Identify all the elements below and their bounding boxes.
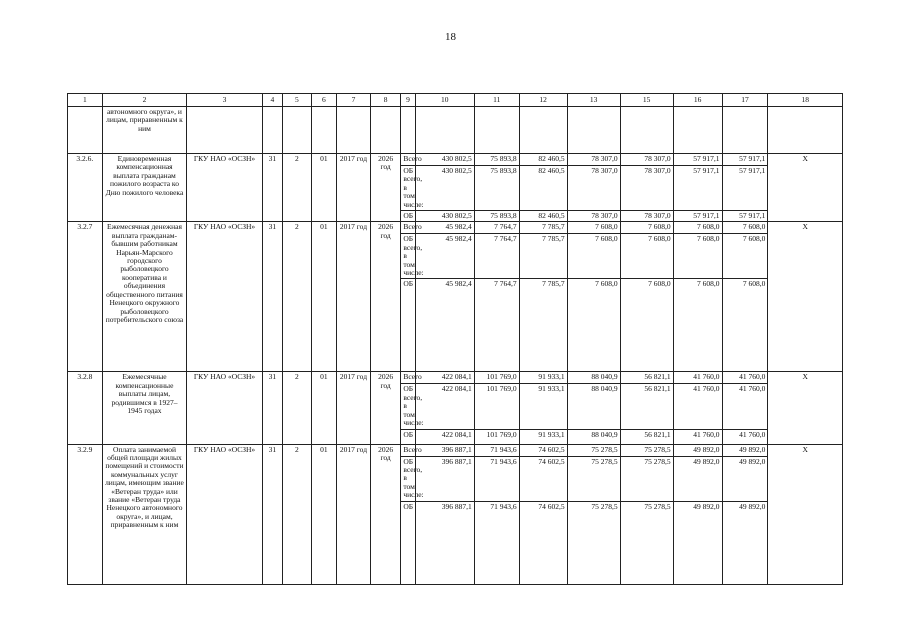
column-header: 7 — [337, 94, 371, 107]
amount-cell: 49 892,0 — [722, 456, 768, 501]
amount-cell: 41 760,0 — [722, 372, 768, 384]
amount-cell: 7 608,0 — [673, 279, 722, 372]
amount-cell: 7 608,0 — [620, 222, 673, 234]
empty-cell — [474, 107, 519, 154]
column-header: 12 — [519, 94, 567, 107]
empty-cell — [567, 107, 620, 154]
table-row — [68, 154, 843, 166]
amount-cell: 49 892,0 — [673, 444, 722, 456]
source-label: ОБ — [401, 211, 415, 222]
amount-cell: 7 764,7 — [474, 234, 519, 279]
continuation-row — [68, 107, 843, 154]
item-name: Единовременная компенсационная выплата гражданам пожилого возраста ко Дню пожилого человека — [102, 154, 187, 222]
end-year: 2026 год — [370, 444, 401, 584]
empty-cell — [415, 107, 474, 154]
amount-cell: 71 943,6 — [474, 456, 519, 501]
column-header: 2 — [102, 94, 187, 107]
source-label: ОБ — [401, 429, 415, 444]
source-label: Всего — [401, 444, 415, 456]
item-code: 3.2.6. — [68, 154, 103, 222]
header-row — [68, 94, 843, 107]
budget-table — [67, 93, 843, 585]
column-header: 1 — [68, 94, 103, 107]
amount-cell: 430 802,5 — [415, 154, 474, 166]
program-name: автономного округа», и лицам, приравненным к ним — [102, 107, 187, 154]
code-5: 2 — [283, 444, 312, 584]
code-4: 31 — [262, 222, 282, 372]
item-name: Ежемесячные компенсационные выплаты лицам, родившимся в 1927–1945 годах — [102, 372, 187, 444]
source-label: Всего — [401, 154, 415, 166]
source-label: ОБ — [401, 279, 415, 372]
amount-cell: 88 040,9 — [567, 372, 620, 384]
amount-cell: 75 893,8 — [474, 166, 519, 211]
amount-cell: 56 821,1 — [620, 429, 673, 444]
source-label: ОБ всего, в том числе: — [401, 166, 415, 211]
empty-cell — [401, 107, 415, 154]
amount-cell: 430 802,5 — [415, 211, 474, 222]
amount-cell: 7 608,0 — [567, 222, 620, 234]
source-label: Всего — [401, 222, 415, 234]
code-6: 01 — [311, 444, 336, 584]
column-header: 15 — [620, 94, 673, 107]
empty-cell — [722, 107, 768, 154]
amount-cell: 71 943,6 — [474, 444, 519, 456]
source-label: ОБ всего, в том числе: — [401, 384, 415, 429]
amount-cell: 422 084,1 — [415, 372, 474, 384]
item-code: 3.2.7 — [68, 222, 103, 372]
end-year: 2026 год — [370, 372, 401, 444]
amount-cell: 422 084,1 — [415, 384, 474, 429]
amount-cell: 91 933,1 — [519, 384, 567, 429]
column-header: 9 — [401, 94, 415, 107]
amount-cell: 57 917,1 — [722, 211, 768, 222]
empty-cell — [370, 107, 401, 154]
amount-cell: 41 760,0 — [673, 384, 722, 429]
amount-cell: 56 821,1 — [620, 372, 673, 384]
empty-cell — [262, 107, 282, 154]
amount-cell: 75 278,5 — [620, 444, 673, 456]
amount-cell: 7 608,0 — [722, 222, 768, 234]
responsible-org: ГКУ НАО «ОСЗН» — [187, 222, 262, 372]
amount-cell: 7 785,7 — [519, 279, 567, 372]
table-row — [68, 372, 843, 384]
column-header: 18 — [768, 94, 843, 107]
column-header: 11 — [474, 94, 519, 107]
amount-cell: 41 760,0 — [673, 429, 722, 444]
amount-cell: 82 460,5 — [519, 166, 567, 211]
amount-cell: 75 278,5 — [620, 501, 673, 584]
item-name: Оплата занимаемой общей площади жилых помещений и стоимости коммунальных услуг лицам, имеющим звание «Ветеран труда» или звание «Ветеран труда Ненецкого автономного округа», и лицам, приравненным к ним — [102, 444, 187, 584]
amount-cell: 74 602,5 — [519, 456, 567, 501]
column-header: 8 — [370, 94, 401, 107]
responsible-org: ГКУ НАО «ОСЗН» — [187, 372, 262, 444]
code-4: 31 — [262, 444, 282, 584]
amount-cell: 57 917,1 — [673, 166, 722, 211]
amount-cell: 7 608,0 — [620, 234, 673, 279]
empty-cell — [620, 107, 673, 154]
amount-cell: 49 892,0 — [673, 456, 722, 501]
amount-cell: 57 917,1 — [722, 166, 768, 211]
amount-cell: 101 769,0 — [474, 384, 519, 429]
amount-cell: 7 764,7 — [474, 222, 519, 234]
amount-cell: 82 460,5 — [519, 154, 567, 166]
empty-cell — [68, 107, 103, 154]
page-number: 18 — [445, 31, 456, 43]
table-row — [68, 222, 843, 234]
amount-cell: 101 769,0 — [474, 429, 519, 444]
amount-cell: 7 764,7 — [474, 279, 519, 372]
responsible-org: ГКУ НАО «ОСЗН» — [187, 444, 262, 584]
code-4: 31 — [262, 154, 282, 222]
amount-cell: 57 917,1 — [673, 154, 722, 166]
amount-cell: 41 760,0 — [722, 384, 768, 429]
amount-cell: 49 892,0 — [722, 444, 768, 456]
start-year: 2017 год — [337, 154, 371, 222]
item-code: 3.2.8 — [68, 372, 103, 444]
amount-cell: 7 608,0 — [673, 234, 722, 279]
code-4: 31 — [262, 372, 282, 444]
responsible-org: ГКУ НАО «ОСЗН» — [187, 154, 262, 222]
amount-cell: 430 802,5 — [415, 166, 474, 211]
source-label: ОБ — [401, 501, 415, 584]
amount-cell: 75 893,8 — [474, 211, 519, 222]
code-5: 2 — [283, 372, 312, 444]
column-18-mark: Х — [768, 154, 843, 222]
start-year: 2017 год — [337, 444, 371, 584]
amount-cell: 78 307,0 — [567, 166, 620, 211]
column-header: 5 — [283, 94, 312, 107]
amount-cell: 88 040,9 — [567, 429, 620, 444]
code-5: 2 — [283, 222, 312, 372]
source-label: ОБ всего, в том числе: — [401, 456, 415, 501]
amount-cell: 88 040,9 — [567, 384, 620, 429]
amount-cell: 75 278,5 — [620, 456, 673, 501]
amount-cell: 7 608,0 — [673, 222, 722, 234]
column-18-mark: Х — [768, 372, 843, 444]
amount-cell: 396 887,1 — [415, 444, 474, 456]
table-row — [68, 444, 843, 456]
amount-cell: 82 460,5 — [519, 211, 567, 222]
amount-cell: 91 933,1 — [519, 372, 567, 384]
amount-cell: 49 892,0 — [673, 501, 722, 584]
amount-cell: 45 982,4 — [415, 234, 474, 279]
amount-cell: 7 608,0 — [722, 279, 768, 372]
source-label: Всего — [401, 372, 415, 384]
column-header: 6 — [311, 94, 336, 107]
column-header: 3 — [187, 94, 262, 107]
amount-cell: 7 608,0 — [567, 279, 620, 372]
empty-cell — [311, 107, 336, 154]
amount-cell: 74 602,5 — [519, 501, 567, 584]
column-18-mark: Х — [768, 444, 843, 584]
item-code: 3.2.9 — [68, 444, 103, 584]
amount-cell: 7 608,0 — [722, 234, 768, 279]
amount-cell: 57 917,1 — [673, 211, 722, 222]
code-6: 01 — [311, 222, 336, 372]
source-label: ОБ всего, в том числе: — [401, 234, 415, 279]
empty-cell — [519, 107, 567, 154]
column-header: 4 — [262, 94, 282, 107]
amount-cell: 78 307,0 — [620, 211, 673, 222]
amount-cell: 41 760,0 — [722, 429, 768, 444]
amount-cell: 396 887,1 — [415, 501, 474, 584]
start-year: 2017 год — [337, 372, 371, 444]
amount-cell: 45 982,4 — [415, 279, 474, 372]
amount-cell: 101 769,0 — [474, 372, 519, 384]
amount-cell: 78 307,0 — [620, 154, 673, 166]
column-header: 17 — [722, 94, 768, 107]
column-header: 16 — [673, 94, 722, 107]
end-year: 2026 год — [370, 154, 401, 222]
amount-cell: 49 892,0 — [722, 501, 768, 584]
amount-cell: 74 602,5 — [519, 444, 567, 456]
code-6: 01 — [311, 154, 336, 222]
amount-cell: 78 307,0 — [567, 154, 620, 166]
empty-cell — [673, 107, 722, 154]
empty-cell — [187, 107, 262, 154]
amount-cell: 7 608,0 — [567, 234, 620, 279]
end-year: 2026 год — [370, 222, 401, 372]
amount-cell: 75 278,5 — [567, 456, 620, 501]
code-5: 2 — [283, 154, 312, 222]
amount-cell: 75 278,5 — [567, 444, 620, 456]
code-6: 01 — [311, 372, 336, 444]
amount-cell: 75 278,5 — [567, 501, 620, 584]
amount-cell: 56 821,1 — [620, 384, 673, 429]
amount-cell: 7 785,7 — [519, 234, 567, 279]
column-header: 10 — [415, 94, 474, 107]
amount-cell: 45 982,4 — [415, 222, 474, 234]
amount-cell: 78 307,0 — [620, 166, 673, 211]
amount-cell: 91 933,1 — [519, 429, 567, 444]
amount-cell: 7 608,0 — [620, 279, 673, 372]
amount-cell: 71 943,6 — [474, 501, 519, 584]
column-header: 13 — [567, 94, 620, 107]
amount-cell: 75 893,8 — [474, 154, 519, 166]
empty-cell — [283, 107, 312, 154]
start-year: 2017 год — [337, 222, 371, 372]
amount-cell: 396 887,1 — [415, 456, 474, 501]
amount-cell: 7 785,7 — [519, 222, 567, 234]
column-18-mark: Х — [768, 222, 843, 372]
empty-cell — [768, 107, 843, 154]
empty-cell — [337, 107, 371, 154]
amount-cell: 57 917,1 — [722, 154, 768, 166]
amount-cell: 41 760,0 — [673, 372, 722, 384]
amount-cell: 422 084,1 — [415, 429, 474, 444]
item-name: Ежемесячная денежная выплата гражданам-бывшим работникам Нарьян-Марского городского рыболовецкого кооператива и объединения общественного питания Ненецкого окружного рыболовецкого потребительского союза — [102, 222, 187, 372]
amount-cell: 78 307,0 — [567, 211, 620, 222]
